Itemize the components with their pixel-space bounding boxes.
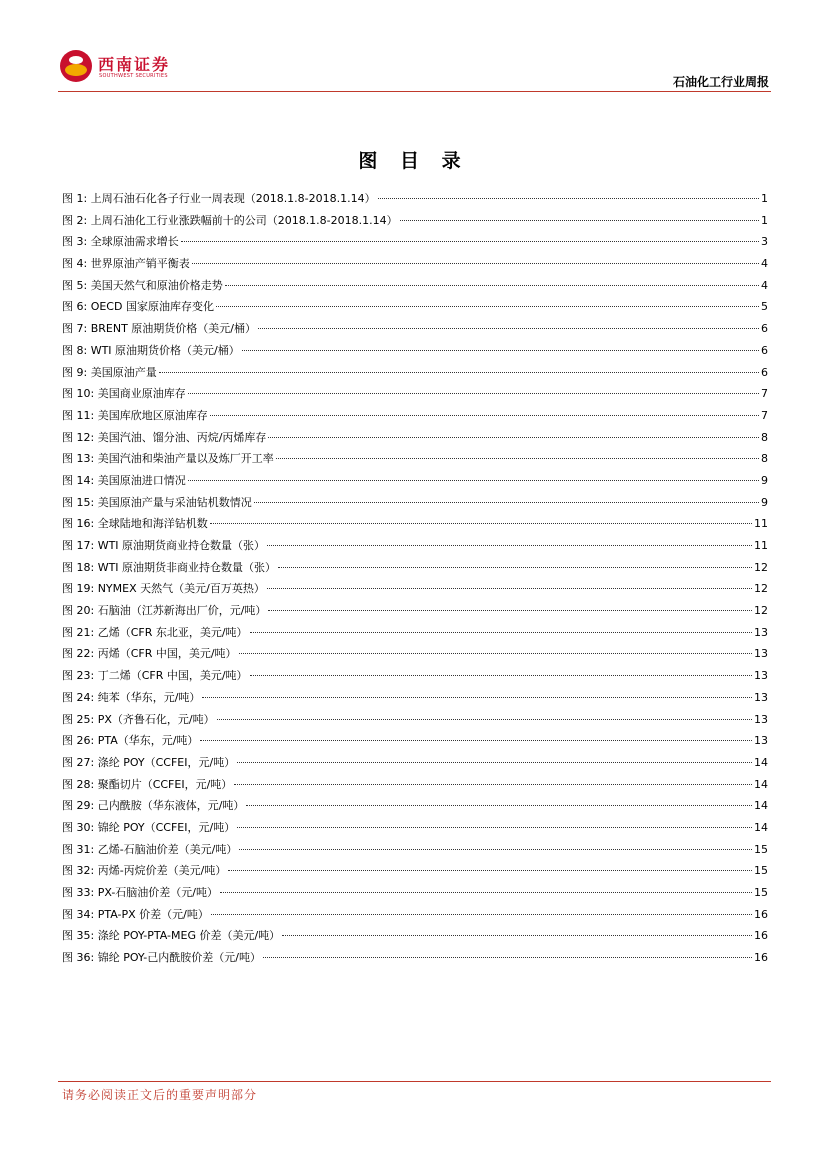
toc-entry-page: 7 — [761, 387, 768, 401]
toc-leader-dots — [254, 502, 759, 503]
toc-leader-dots — [276, 458, 759, 459]
brand-name-cn: 西南证券 — [98, 55, 171, 74]
toc-entry-label: 图 27: 涤纶 POY（CCFEI，元/吨） — [62, 755, 236, 769]
toc-leader-dots — [258, 328, 759, 329]
toc-entry[interactable] — [62, 320, 768, 342]
toc-entry-label: 图 6: OECD 国家原油库存变化 — [62, 300, 214, 314]
toc-entry[interactable] — [62, 364, 768, 386]
toc-title: 图 目 录 — [358, 150, 469, 172]
toc-entry-label: 图 29: 己内酰胺（华东液体，元/吨） — [62, 799, 245, 813]
toc-leader-dots — [210, 415, 759, 416]
toc-entry-page: 14 — [754, 820, 768, 834]
toc-entry[interactable] — [62, 754, 768, 776]
toc-entry[interactable] — [62, 862, 768, 884]
toc-leader-dots — [378, 198, 759, 199]
toc-entry-label: 图 22: 丙烯（CFR 中国，美元/吨） — [62, 647, 237, 661]
toc-entry-page: 9 — [761, 495, 768, 509]
toc-entry[interactable] — [62, 255, 768, 277]
toc-entry[interactable] — [62, 407, 768, 429]
toc-entry[interactable] — [62, 906, 768, 928]
toc-entry-label: 图 17: WTI 原油期货商业持仓数量（张） — [62, 539, 266, 552]
toc-leader-dots — [267, 588, 752, 589]
toc-entry-page: 1 — [761, 192, 768, 205]
toc-entry-label: 图 14: 美国原油进口情况 — [62, 473, 186, 487]
toc-entry-page: 16 — [754, 951, 768, 965]
toc-entry[interactable] — [62, 797, 768, 819]
toc-entry-page: 9 — [761, 473, 768, 487]
toc-entry[interactable] — [62, 645, 768, 667]
toc-leader-dots — [211, 914, 752, 915]
toc-entry-label: 图 33: PX-石脑油价差（元/吨） — [62, 886, 218, 899]
toc-entry[interactable] — [62, 190, 768, 212]
toc-entry-label: 图 15: 美国原油产量与采油钻机数情况 — [62, 495, 252, 509]
toc-leader-dots — [282, 935, 752, 936]
toc-leader-dots — [188, 480, 759, 481]
toc-entry-label: 图 13: 美国汽油和柴油产量以及炼厂开工率 — [62, 452, 274, 466]
toc-entry-label: 图 20: 石脑油（江苏新海出厂价，元/吨） — [62, 604, 267, 618]
toc-leader-dots — [225, 285, 759, 286]
toc-entry-page: 13 — [754, 647, 768, 661]
toc-entry-page: 14 — [754, 799, 768, 813]
toc-entry-page: 15 — [754, 864, 768, 878]
toc-entry[interactable] — [62, 949, 768, 971]
toc-entry-label: 图 4: 世界原油产销平衡表 — [62, 257, 190, 271]
toc-entry[interactable] — [62, 841, 768, 863]
toc-entry-page: 7 — [761, 408, 768, 422]
toc-leader-dots — [239, 849, 752, 850]
footer-disclaimer: 请务必阅读正文后的重要声明部分 — [62, 1088, 258, 1102]
toc-leader-dots — [216, 306, 759, 307]
toc-entry-page: 14 — [754, 777, 768, 791]
toc-entry[interactable] — [62, 342, 768, 364]
toc-entry[interactable] — [62, 711, 768, 733]
toc-entry-page: 6 — [761, 322, 768, 336]
toc-entry-page: 16 — [754, 929, 768, 943]
toc-entry-label: 图 1: 上周石油石化各子行业一周表现（2018.1.8-2018.1.14） — [62, 192, 376, 205]
toc-entry-label: 图 32: 丙烯-丙烷价差（美元/吨） — [62, 864, 227, 878]
toc-leader-dots — [239, 653, 752, 654]
toc-leader-dots — [278, 567, 752, 568]
toc-leader-dots — [250, 675, 752, 676]
toc-entry-page: 3 — [761, 235, 768, 249]
toc-leader-dots — [202, 697, 752, 698]
toc-leader-dots — [268, 437, 759, 438]
toc-entry-page: 6 — [761, 343, 768, 357]
toc-leader-dots — [200, 740, 752, 741]
toc-entry[interactable] — [62, 385, 768, 407]
report-title: 石油化工行业周报 — [672, 75, 769, 89]
toc-entry-label: 图 7: BRENT 原油期货价格（美元/桶） — [62, 322, 256, 336]
toc-entry[interactable] — [62, 559, 768, 581]
toc-entry-label: 图 36: 锦纶 POY-己内酰胺价差（元/吨） — [62, 951, 261, 965]
toc-entry-label: 图 16: 全球陆地和海洋钻机数 — [62, 517, 208, 531]
toc-entry-label: 图 3: 全球原油需求增长 — [62, 235, 179, 249]
toc-entry-page: 8 — [761, 452, 768, 466]
toc-entry-page: 13 — [754, 712, 768, 726]
header-rule — [58, 91, 771, 92]
toc-entry[interactable] — [62, 667, 768, 689]
toc-entry[interactable] — [62, 233, 768, 255]
toc-leader-dots — [250, 632, 752, 633]
toc-entry[interactable] — [62, 580, 768, 602]
toc-entry-page: 5 — [761, 300, 768, 314]
toc-entry[interactable] — [62, 515, 768, 537]
toc-entry-page: 12 — [754, 582, 768, 596]
toc-leader-dots — [228, 870, 752, 871]
toc-entry[interactable] — [62, 472, 768, 494]
toc-entry-label: 图 19: NYMEX 天然气（美元/百万英热） — [62, 582, 265, 596]
toc-entry-label: 图 18: WTI 原油期货非商业持仓数量（张） — [62, 560, 277, 574]
toc-leader-dots — [210, 523, 752, 524]
toc-entry-page: 13 — [754, 669, 768, 683]
toc-entry[interactable] — [62, 450, 768, 472]
toc-entry-label: 图 34: PTA-PX 价差（元/吨） — [62, 907, 209, 921]
toc-entry-label: 图 21: 乙烯（CFR 东北亚，美元/吨） — [62, 625, 248, 639]
toc-entry-page: 11 — [754, 539, 768, 552]
toc-entry-page: 4 — [761, 257, 768, 271]
toc-entry-page: 11 — [754, 517, 768, 531]
logo-mark-icon — [60, 50, 92, 82]
toc-entry-page: 12 — [754, 560, 768, 574]
toc-entry-label: 图 35: 涤纶 POY-PTA-MEG 价差（美元/吨） — [62, 929, 281, 943]
toc-leader-dots — [234, 784, 752, 785]
toc-leader-dots — [181, 241, 759, 242]
toc-entry-label: 图 8: WTI 原油期货价格（美元/桶） — [62, 343, 240, 357]
toc-leader-dots — [267, 545, 752, 546]
toc-leader-dots — [246, 805, 752, 806]
toc-leader-dots — [400, 220, 759, 221]
toc-entry-label: 图 28: 聚酯切片（CCFEI，元/吨） — [62, 777, 233, 791]
toc-entry[interactable] — [62, 602, 768, 624]
toc-entry-label: 图 10: 美国商业原油库存 — [62, 387, 186, 401]
toc-entry-page: 16 — [754, 907, 768, 921]
toc-entry-page: 13 — [754, 690, 768, 704]
toc-entry-label: 图 30: 锦纶 POY（CCFEI，元/吨） — [62, 820, 236, 834]
toc-entry-page: 1 — [761, 213, 768, 227]
toc-entry-label: 图 5: 美国天然气和原油价格走势 — [62, 278, 223, 292]
toc-entry[interactable] — [62, 927, 768, 949]
toc-leader-dots — [192, 263, 759, 264]
toc-leader-dots — [242, 350, 759, 351]
toc-entry-label: 图 25: PX（齐鲁石化，元/吨） — [62, 712, 215, 726]
toc-entry-page: 13 — [754, 625, 768, 639]
toc-entry-label: 图 11: 美国库欣地区原油库存 — [62, 408, 208, 422]
toc-entry-label: 图 24: 纯苯（华东，元/吨） — [62, 690, 201, 704]
footer-rule — [58, 1081, 771, 1082]
toc-entry-label: 图 26: PTA（华东，元/吨） — [62, 734, 199, 748]
toc-leader-dots — [188, 393, 759, 394]
toc-entry[interactable] — [62, 732, 768, 754]
toc-entry[interactable] — [62, 624, 768, 646]
toc-entry[interactable] — [62, 298, 768, 320]
toc-entry[interactable] — [62, 689, 768, 711]
toc-entry-page: 15 — [754, 842, 768, 856]
toc-entry-page: 15 — [754, 886, 768, 899]
toc-entry-label: 图 2: 上周石油化工行业涨跌幅前十的公司（2018.1.8-2018.1.14） — [62, 213, 398, 227]
toc-entry-page: 13 — [754, 734, 768, 748]
toc-entry-page: 4 — [761, 278, 768, 292]
page-header — [58, 40, 771, 94]
toc-leader-dots — [220, 892, 752, 893]
toc-entry[interactable] — [62, 277, 768, 299]
toc-entry[interactable] — [62, 776, 768, 798]
toc-entry-label: 图 31: 乙烯-石脑油价差（美元/吨） — [62, 842, 238, 856]
toc-entry-page: 8 — [761, 430, 768, 444]
toc-leader-dots — [237, 827, 752, 828]
brand-name-en: SOUTHWEST SECURITIES — [99, 73, 168, 79]
toc-leader-dots — [217, 719, 752, 720]
toc-leader-dots — [237, 762, 752, 763]
toc-leader-dots — [159, 372, 759, 373]
toc-entry-page: 6 — [761, 365, 768, 379]
toc-entry[interactable] — [62, 212, 768, 234]
toc-entry-page: 12 — [754, 604, 768, 618]
figure-toc — [62, 190, 768, 971]
toc-leader-dots — [268, 610, 752, 611]
toc-entry-label: 图 12: 美国汽油、馏分油、丙烷/丙烯库存 — [62, 430, 267, 444]
toc-entry[interactable] — [62, 884, 768, 906]
toc-entry[interactable] — [62, 429, 768, 451]
toc-entry[interactable] — [62, 494, 768, 516]
toc-entry-page: 14 — [754, 755, 768, 769]
toc-entry[interactable] — [62, 537, 768, 559]
toc-entry-label: 图 23: 丁二烯（CFR 中国，美元/吨） — [62, 669, 248, 683]
toc-entry[interactable] — [62, 819, 768, 841]
toc-leader-dots — [263, 957, 752, 958]
toc-entry-label: 图 9: 美国原油产量 — [62, 365, 157, 379]
